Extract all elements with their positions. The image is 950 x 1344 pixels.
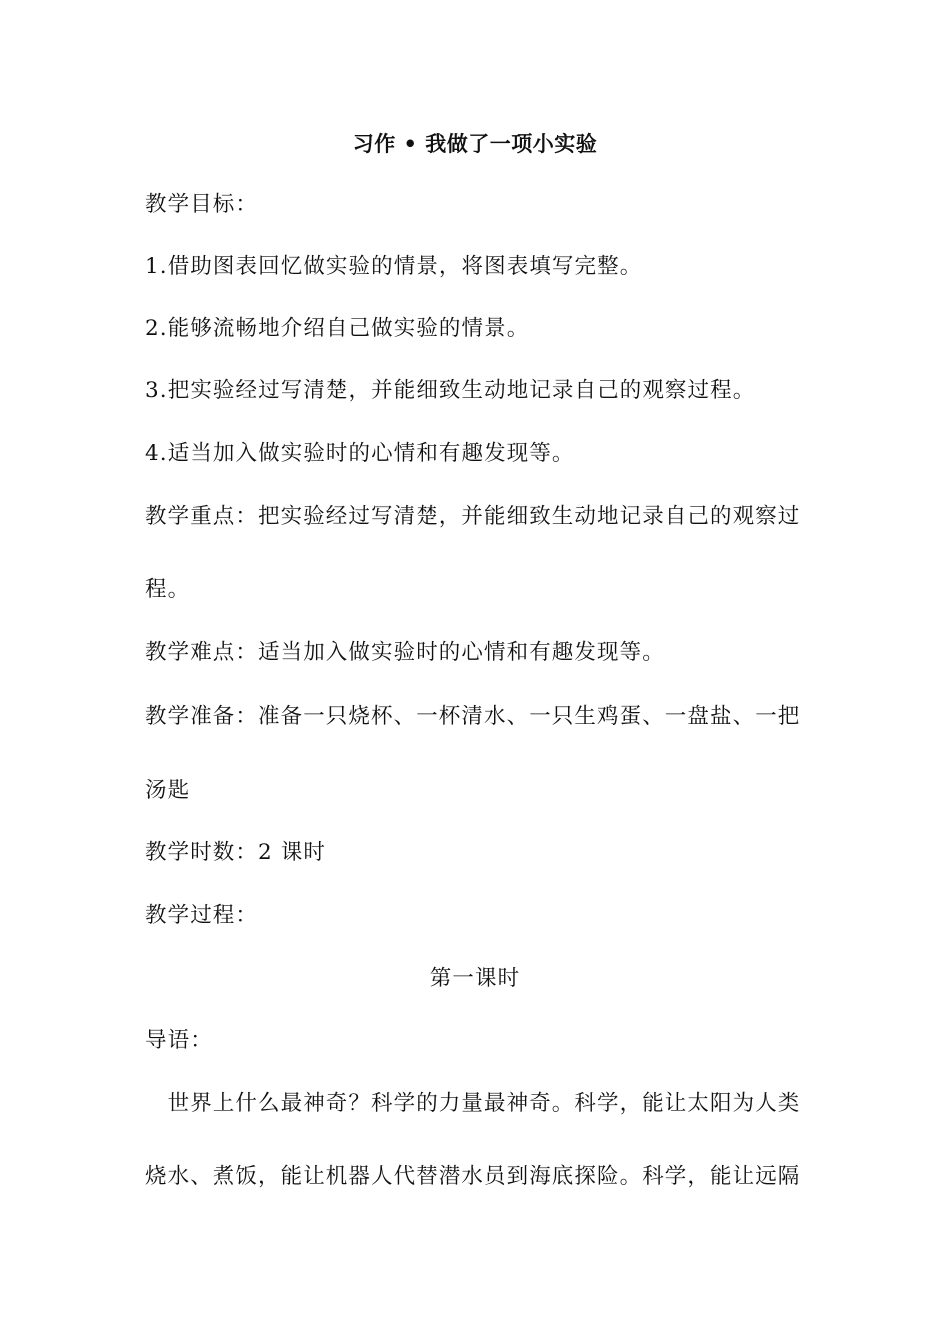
document-title: 习作 • 我做了一项小实验 <box>352 132 598 156</box>
preparation-line: 教学准备：准备一只烧杯、一杯清水、一只生鸡蛋、一盘盐、一把 <box>145 704 801 729</box>
key-point-line: 教学重点：把实验经过写清楚，并能细致生动地记录自己的观察过 <box>145 504 801 529</box>
section-heading-process: 教学过程： <box>145 903 259 928</box>
difficulty-line: 教学难点：适当加入做实验时的心情和有趣发现等。 <box>145 640 665 665</box>
lesson-heading: 第一课时 <box>429 966 521 991</box>
objective-item: 3.把实验经过写清楚，并能细致生动地记录自己的观察过程。 <box>145 378 756 403</box>
objective-item: 1.借助图表回忆做实验的情景，将图表填写完整。 <box>145 254 643 279</box>
section-heading-objectives: 教学目标： <box>145 192 259 217</box>
intro-paragraph-line: 烧水、煮饭，能让机器人代替潜水员到海底探险。科学，能让远隔 <box>145 1164 801 1189</box>
objective-item: 2.能够流畅地介绍自己做实验的情景。 <box>145 316 530 341</box>
class-hours-line: 教学时数：2 课时 <box>145 840 326 865</box>
intro-paragraph-line: 世界上什么最神奇？科学的力量最神奇。科学，能让太阳为人类 <box>145 1091 801 1116</box>
key-point-line: 程。 <box>145 577 191 602</box>
intro-heading: 导语： <box>145 1028 213 1053</box>
objective-item: 4.适当加入做实验时的心情和有趣发现等。 <box>145 441 575 466</box>
preparation-line: 汤匙 <box>145 778 191 803</box>
